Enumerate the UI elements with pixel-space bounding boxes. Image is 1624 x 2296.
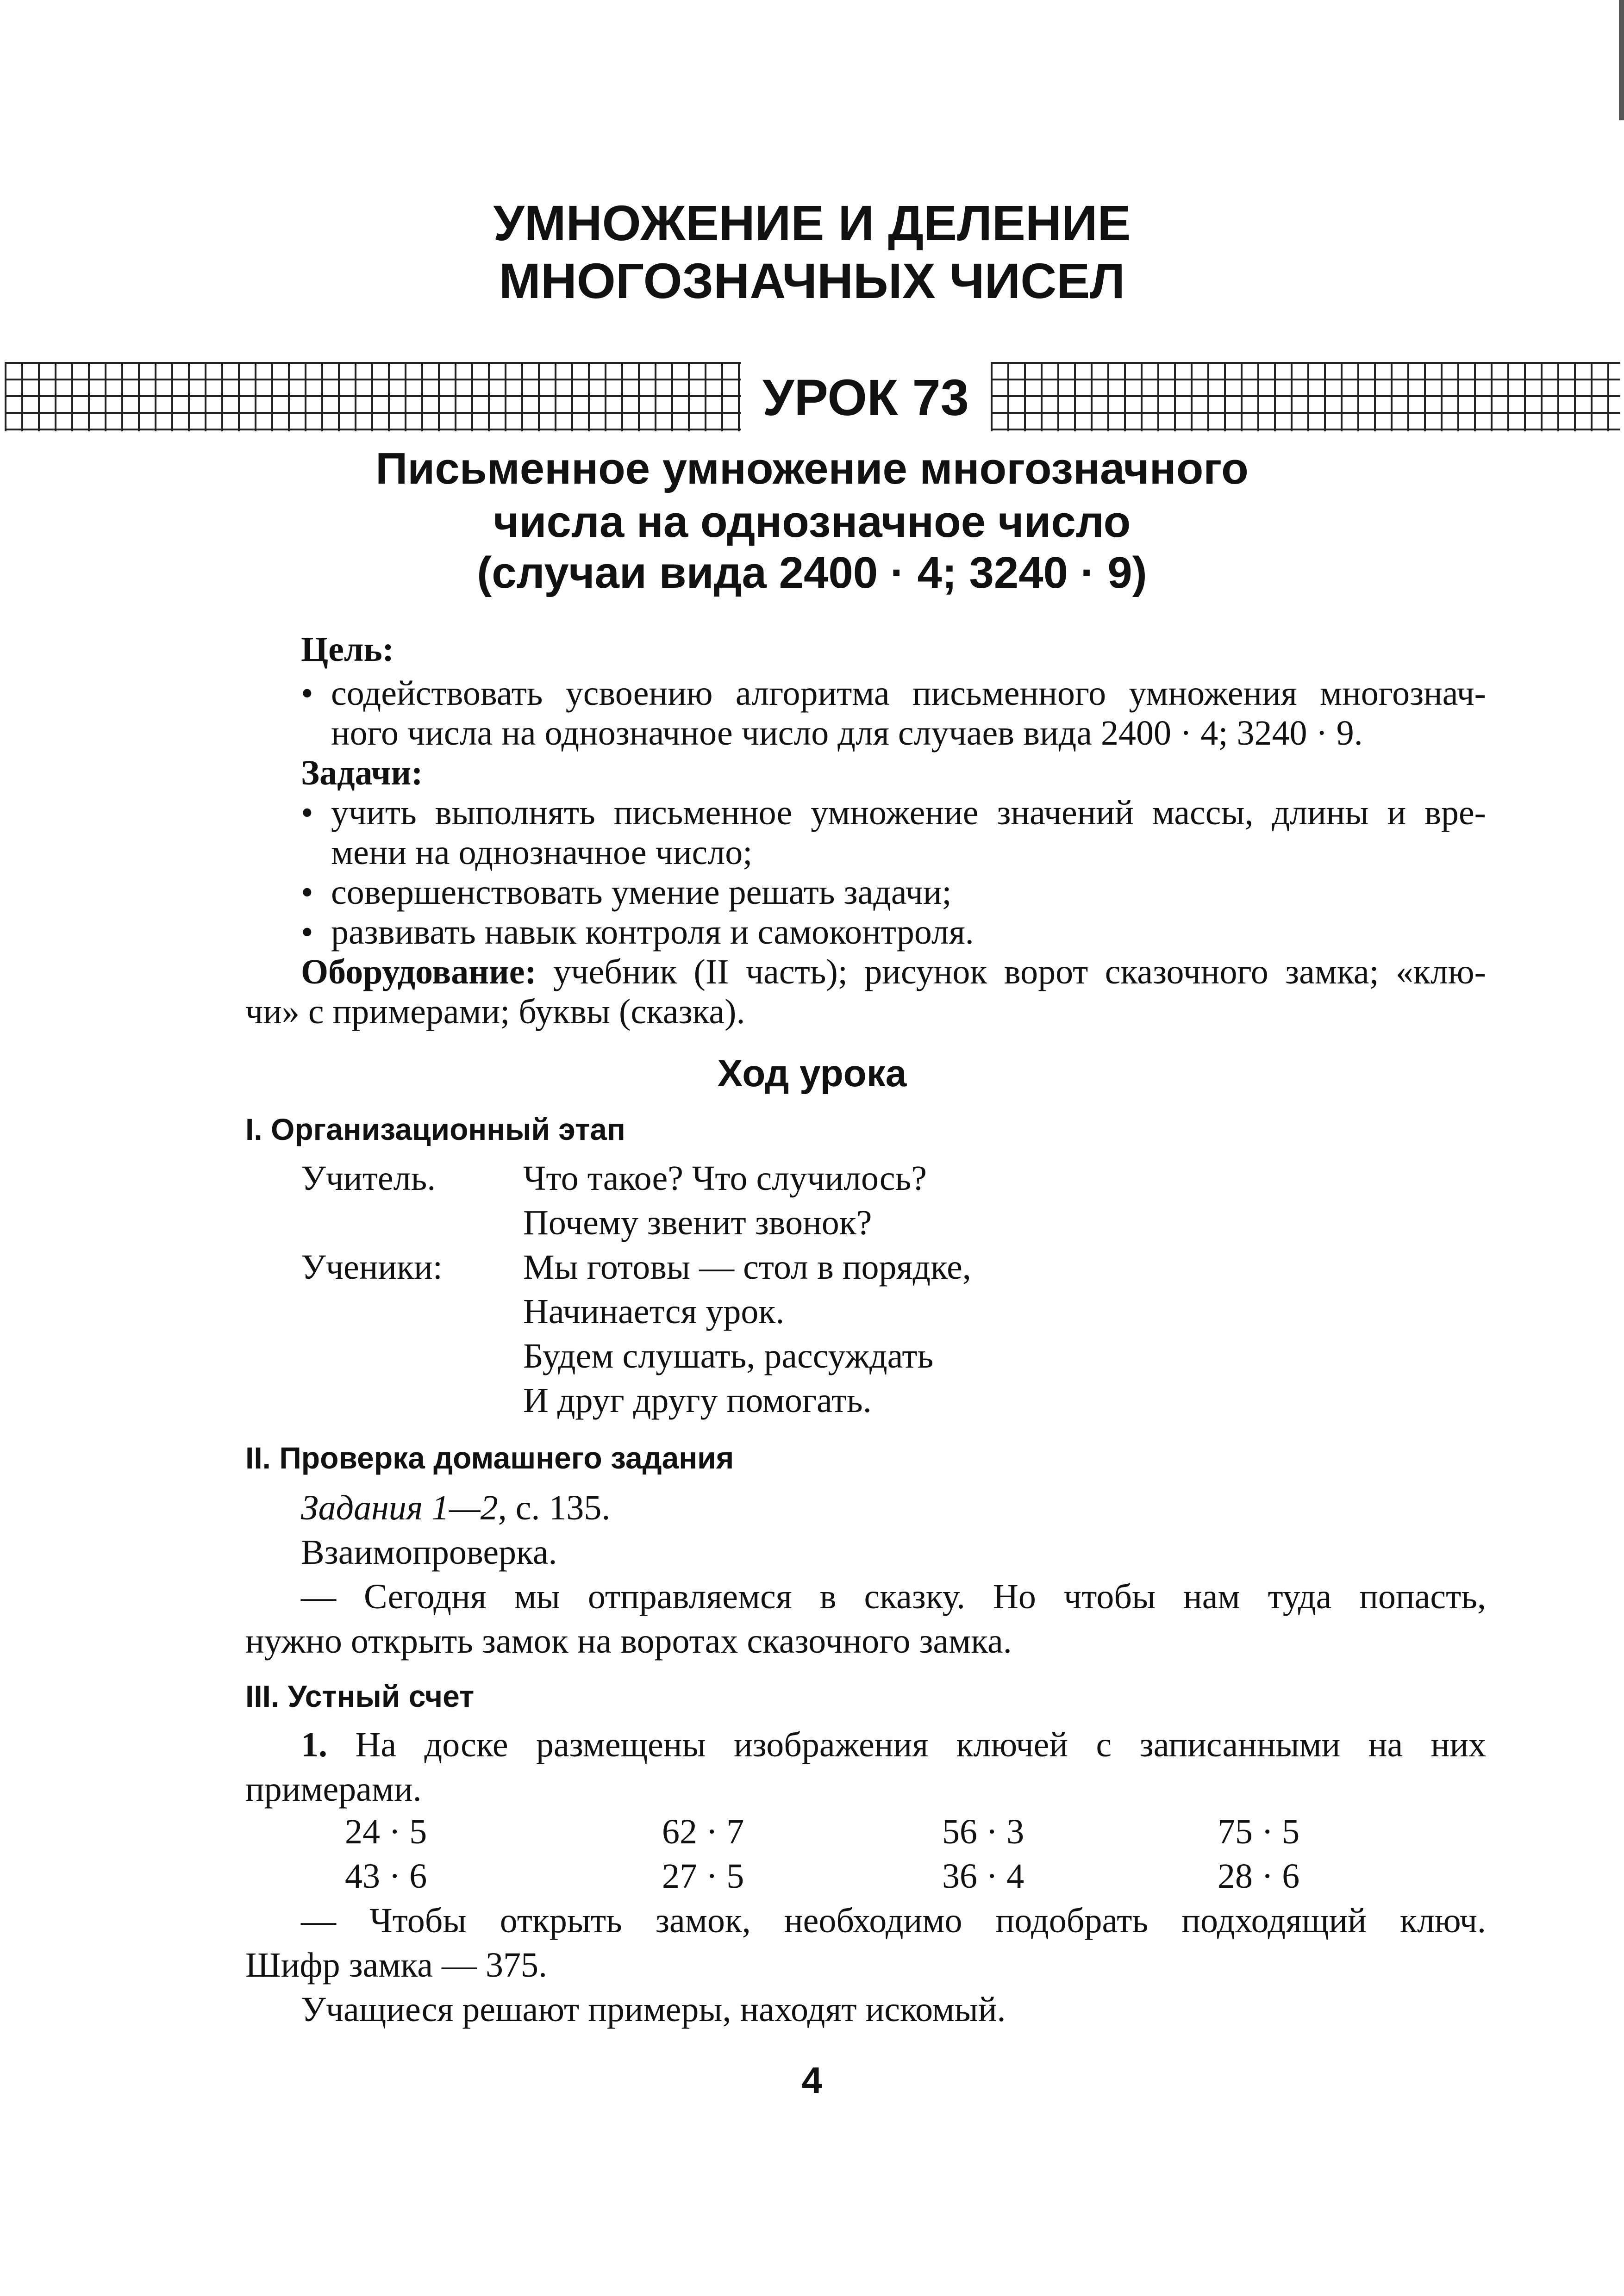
homework-page: , с. 135. [498, 1488, 611, 1527]
goal-heading: Цель: [301, 630, 394, 669]
speaker-students: Ученики: [301, 1248, 443, 1287]
bullet-icon: • [301, 793, 313, 832]
example-key: 28 · 6 [1218, 1857, 1300, 1896]
tasks-heading: Задачи: [301, 753, 423, 792]
example-key: 56 · 3 [942, 1812, 1024, 1851]
lesson-topic-line1: Письменное умножение многозначного [375, 444, 1249, 493]
item-number: 1. [301, 1725, 327, 1764]
lesson-topic-line3: (случаи вида 2400 · 4; 3240 · 9) [477, 548, 1147, 597]
bullet-icon: • [301, 873, 313, 912]
homework-tasks: Задания 1—2 [301, 1488, 498, 1527]
bullet-icon: • [301, 674, 313, 713]
students-line4: И друг другу помогать. [523, 1381, 872, 1420]
stage3-para-line1: — Чтобы открыть замок, необходимо подобрать подходящий ключ. [301, 1901, 1486, 1940]
grid-ornament-left [5, 362, 741, 431]
equipment-text: учебник (II часть); рисунок ворот сказочного замка; «клю- [536, 952, 1486, 991]
stage3-heading: III. Устный счет [245, 1679, 475, 1713]
example-key: 27 · 5 [662, 1857, 744, 1896]
equipment-label: Оборудование: [301, 952, 537, 991]
tasks-bullet3: развивать навык контроля и самоконтроля. [331, 913, 974, 952]
teacher-line2: Почему звенит звонок? [523, 1203, 872, 1242]
item-text: На доске размещены изображения ключей с записанными на них [327, 1725, 1486, 1764]
teacher-line1: Что такое? Что случилось? [523, 1159, 927, 1198]
equipment-line1 [301, 950, 1486, 994]
stage1-heading: I. Организационный этап [245, 1112, 625, 1146]
goal-bullet-line2: ного числа на однозначное число для случаев вида 2400 · 4; 3240 · 9. [331, 714, 1363, 753]
tasks-bullet1-line1: учить выполнять письменное умножение значений массы, длины и вре- [331, 793, 1486, 832]
goal-bullet-line1: содействовать усвоению алгоритма письменного умножения многознач- [331, 674, 1486, 713]
page-edge-mark [1619, 0, 1624, 120]
tasks-bullet1-line2: мени на однозначное число; [331, 833, 753, 872]
stage3-para-line2: Шифр замка — 375. [245, 1946, 547, 1985]
grid-ornament-right [991, 362, 1620, 431]
stage3-para-line3: Учащиеся решают примеры, находят искомый. [301, 1990, 1006, 2029]
stage2-heading: II. Проверка домашнего задания [245, 1441, 734, 1475]
bullet-icon: • [301, 913, 313, 952]
homework-ref [301, 1486, 610, 1530]
tasks-bullet2: совершенствовать умение решать задачи; [331, 873, 952, 912]
section-title-line1: УМНОЖЕНИЕ И ДЕЛЕНИЕ [493, 195, 1131, 251]
stage2-para-line2: нужно открыть замок на воротах сказочного замка. [245, 1622, 1012, 1661]
lesson-title: УРОК 73 [741, 366, 991, 430]
students-line1: Мы готовы — стол в порядке, [523, 1248, 971, 1287]
speaker-teacher: Учитель. [301, 1159, 436, 1198]
students-line2: Начинается урок. [523, 1292, 785, 1331]
example-key: 62 · 7 [662, 1812, 744, 1851]
mutual-check: Взаимопроверка. [301, 1533, 557, 1572]
stage2-para-line1: — Сегодня мы отправляемся в сказку. Но чтобы нам туда попасть, [301, 1577, 1486, 1616]
stage3-item-line2: примерами. [245, 1770, 422, 1809]
equipment-line2: чи» с примерами; буквы (сказка). [245, 992, 745, 1031]
example-key: 43 · 6 [345, 1857, 427, 1896]
lesson-topic-line2: числа на однозначное число [493, 497, 1131, 547]
page-number: 4 [801, 2060, 823, 2101]
example-key: 75 · 5 [1218, 1812, 1300, 1851]
course-heading: Ход урока [717, 1052, 907, 1095]
section-title-line2: МНОГОЗНАЧНЫХ ЧИСЕЛ [499, 253, 1125, 309]
example-key: 24 · 5 [345, 1812, 427, 1851]
students-line3: Будем слушать, рассуждать [523, 1337, 934, 1375]
stage3-item-line1 [301, 1723, 1486, 1767]
example-key: 36 · 4 [942, 1857, 1024, 1896]
